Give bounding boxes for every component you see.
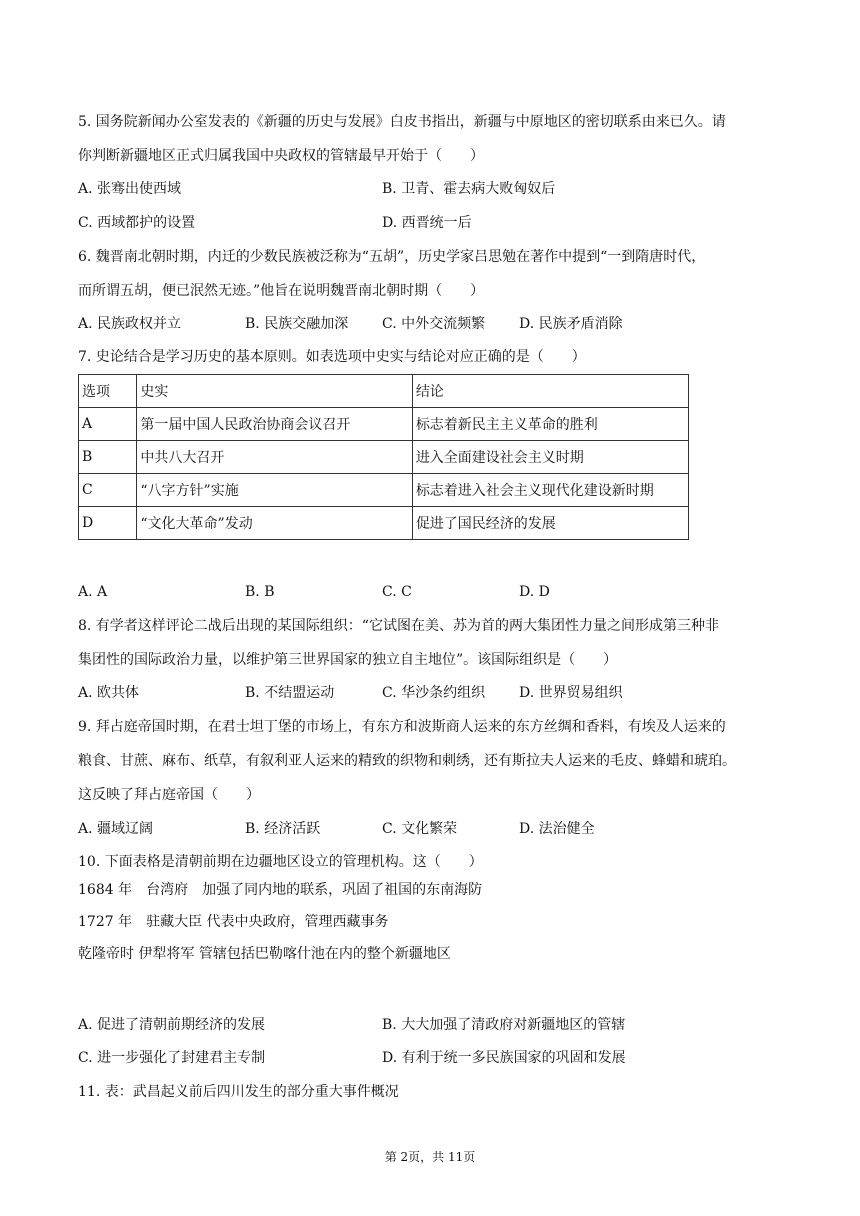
q9-stem-line1: 9. 拜占庭帝国时期，在君士坦丁堡的市场上，有东方和波斯商人运来的东方丝绸和香料，有埃及人运来的 [78, 719, 726, 735]
q10-event-row: 乾隆帝时 伊犁将军 管辖包括巴勒喀什池在内的整个新疆地区 [78, 946, 451, 962]
table-cell: D [79, 507, 137, 540]
table-row [79, 507, 689, 540]
q10-option-c: C. 进一步强化了封建君主专制 [78, 1050, 266, 1066]
q6-option-c: C. 中外交流频繁 [382, 316, 486, 332]
q7-table [78, 374, 689, 540]
q7-stem: 7. 史论结合是学习历史的基本原则。如表选项中史实与结论对应正确的是（ ） [78, 349, 586, 365]
table-cell: 促进了国民经济的发展 [412, 507, 688, 540]
table-cell: 第一届中国人民政治协商会议召开 [137, 408, 412, 441]
q8-option-c: C. 华沙条约组织 [382, 685, 486, 701]
q9-stem-line3: 这反映了拜占庭帝国（ ） [78, 787, 260, 803]
q10-option-b: B. 大大加强了清政府对新疆地区的管辖 [382, 1017, 626, 1033]
q8-option-b: B. 不结盟运动 [245, 685, 335, 701]
page-number: 第 2页，共 11页 [384, 1150, 476, 1164]
table-cell: “八字方针”实施 [137, 474, 412, 507]
table-row [79, 408, 689, 441]
table-cell: A [79, 408, 137, 441]
table-header-cell: 史实 [137, 375, 412, 408]
q7-option-c: C. C [382, 584, 412, 600]
table-cell: 标志着新民主主义革命的胜利 [412, 408, 688, 441]
table-cell: 中共八大召开 [137, 441, 412, 474]
q9-stem-line2: 粮食、甘蔗、麻布、纸草，有叙利亚人运来的精致的织物和刺绣，还有斯拉夫人运来的毛皮、蜂蜡和琥珀。 [78, 753, 736, 769]
q9-option-c: C. 文化繁荣 [382, 821, 458, 837]
q5-stem-line1: 5. 国务院新闻办公室发表的《新疆的历史与发展》白皮书指出，新疆与中原地区的密切联系由来已久。请 [78, 114, 726, 130]
table-row [79, 474, 689, 507]
q10-option-a: A. 促进了清朝前期经济的发展 [78, 1017, 266, 1033]
q6-option-a: A. 民族政权并立 [78, 316, 182, 332]
q8-option-a: A. 欧共体 [78, 685, 140, 701]
q8-stem-line2: 集团性的国际政治力量，以维护第三世界国家的独立自主地位”。该国际组织是（ ） [78, 652, 618, 668]
q5-stem-line2: 你判断新疆地区正式归属我国中央政权的管辖最早开始于（ ） [78, 148, 484, 164]
q7-option-a: A. A [78, 584, 108, 600]
q10-option-d: D. 有利于统一多民族国家的巩固和发展 [382, 1050, 626, 1066]
q7-option-d: D. D [519, 584, 550, 600]
table-header-cell: 结论 [412, 375, 688, 408]
q6-stem-line1: 6. 魏晋南北朝时期，内迁的少数民族被泛称为“五胡”，历史学家吕思勉在著作中提到“一到隋唐时代， [78, 249, 706, 265]
q10-event-row: 1727 年 驻藏大臣 代表中央政府，管理西藏事务 [78, 914, 389, 930]
q5-option-a: A. 张骞出使西域 [78, 181, 182, 197]
q8-stem-line1: 8. 有学者这样评论二战后出现的某国际组织：“它试图在美、苏为首的两大集团性力量之间形成第三种非 [78, 618, 719, 634]
q8-option-d: D. 世界贸易组织 [519, 685, 623, 701]
table-cell: B [79, 441, 137, 474]
table-cell: “文化大革命”发动 [137, 507, 412, 540]
q5-option-d: D. 西晋统一后 [382, 215, 472, 231]
table-cell: 进入全面建设社会主义时期 [412, 441, 688, 474]
q10-stem: 10. 下面表格是清朝前期在边疆地区设立的管理机构。这（ ） [78, 854, 483, 870]
table-cell: 标志着进入社会主义现代化建设新时期 [412, 474, 688, 507]
table-header-cell: 选项 [79, 375, 137, 408]
q9-option-b: B. 经济活跃 [245, 821, 321, 837]
q6-option-b: B. 民族交融加深 [245, 316, 349, 332]
table-cell: C [79, 474, 137, 507]
q10-event-row: 1684 年 台湾府 加强了同内地的联系，巩固了祖国的东南海防 [78, 882, 483, 898]
q5-option-b: B. 卫青、霍去病大败匈奴后 [382, 181, 556, 197]
q5-option-c: C. 西域都护的设置 [78, 215, 196, 231]
q6-stem-line2: 而所谓五胡，便已泯然无迹。”他旨在说明魏晋南北朝时期（ ） [78, 283, 485, 299]
q9-option-a: A. 疆域辽阔 [78, 821, 154, 837]
q7-option-b: B. B [245, 584, 275, 600]
q11-stem: 11. 表：武昌起义前后四川发生的部分重大事件概况 [78, 1084, 399, 1100]
q9-option-d: D. 法治健全 [519, 821, 595, 837]
table-header-row [79, 375, 689, 408]
q6-option-d: D. 民族矛盾消除 [519, 316, 623, 332]
table-row [79, 441, 689, 474]
